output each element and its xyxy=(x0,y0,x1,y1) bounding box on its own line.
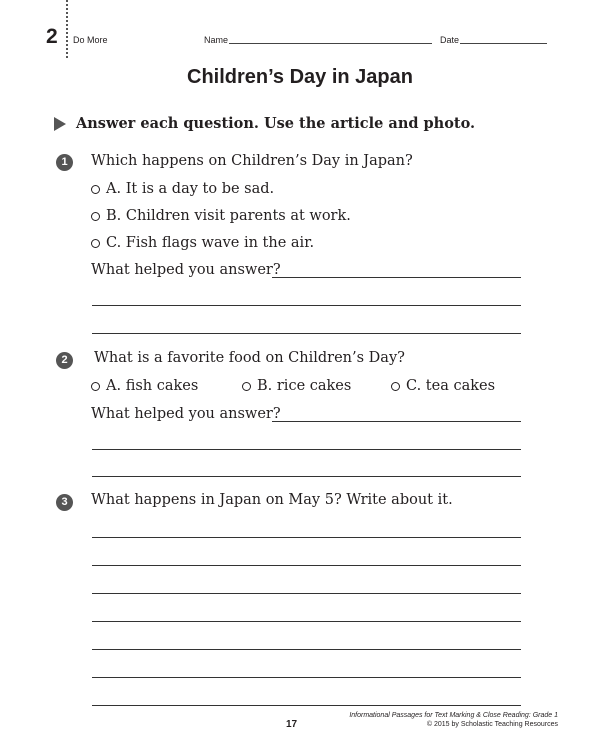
copyright-line: © 2015 by Scholastic Teaching Resources xyxy=(426,721,558,728)
radio-circle-icon[interactable] xyxy=(91,212,100,221)
directions-text: Answer each question. Use the article and photo. xyxy=(76,115,476,132)
question-2-answer-line[interactable] xyxy=(92,476,521,477)
question-1-option-c[interactable] xyxy=(91,235,314,251)
question-1-option-a[interactable] xyxy=(91,181,274,197)
question-3-badge: 3 xyxy=(56,494,73,511)
page-number: 17 xyxy=(286,719,298,730)
page-title: Children’s Day in Japan xyxy=(187,66,413,88)
radio-circle-icon[interactable] xyxy=(91,185,100,194)
question-2-text: What is a favorite food on Children’s Day? xyxy=(94,350,405,366)
header-dotted-divider xyxy=(66,0,68,58)
question-2-answer-line[interactable] xyxy=(272,421,521,422)
unit-label: Do More xyxy=(73,35,108,45)
option-label: C. Fish flags wave in the air. xyxy=(106,235,315,251)
question-3-answer-line[interactable] xyxy=(92,677,521,678)
question-1-text: Which happens on Children’s Day in Japan? xyxy=(91,153,413,169)
question-2-option-c[interactable] xyxy=(391,378,495,394)
question-1-answer-line[interactable] xyxy=(272,277,521,278)
question-3-answer-line[interactable] xyxy=(92,621,521,622)
question-2-option-b[interactable] xyxy=(242,378,351,394)
radio-circle-icon[interactable] xyxy=(91,239,100,248)
radio-circle-icon[interactable] xyxy=(91,382,100,391)
question-1-helper-label: What helped you answer? xyxy=(91,262,281,278)
play-arrow-icon xyxy=(54,117,66,131)
date-field[interactable] xyxy=(460,43,547,44)
question-1-answer-line[interactable] xyxy=(92,305,521,306)
unit-number: 2 xyxy=(46,25,58,48)
question-1-badge: 1 xyxy=(56,154,73,171)
option-label: B. rice cakes xyxy=(257,378,352,394)
name-label: Name xyxy=(204,35,229,45)
name-field[interactable] xyxy=(229,43,432,44)
option-label: B. Children visit parents at work. xyxy=(106,208,351,224)
source-line: Informational Passages for Text Marking & Close Reading: Grade 1 xyxy=(349,712,558,719)
question-3-answer-line[interactable] xyxy=(92,705,521,706)
question-1-option-b[interactable] xyxy=(91,208,351,224)
question-3-answer-line[interactable] xyxy=(92,593,521,594)
question-1-answer-line[interactable] xyxy=(92,333,521,334)
question-3-answer-line[interactable] xyxy=(92,537,521,538)
question-2-helper-label: What helped you answer? xyxy=(91,406,281,422)
option-label: C. tea cakes xyxy=(406,378,496,394)
radio-circle-icon[interactable] xyxy=(391,382,400,391)
date-label: Date xyxy=(440,35,460,45)
option-label: A. fish cakes xyxy=(106,378,199,394)
question-2-answer-line[interactable] xyxy=(92,449,521,450)
option-label: A. It is a day to be sad. xyxy=(106,181,275,197)
radio-circle-icon[interactable] xyxy=(242,382,251,391)
question-2-badge: 2 xyxy=(56,352,73,369)
question-3-answer-line[interactable] xyxy=(92,649,521,650)
question-3-answer-line[interactable] xyxy=(92,565,521,566)
question-2-option-a[interactable] xyxy=(91,378,198,394)
question-3-text: What happens in Japan on May 5? Write about it. xyxy=(91,492,453,508)
